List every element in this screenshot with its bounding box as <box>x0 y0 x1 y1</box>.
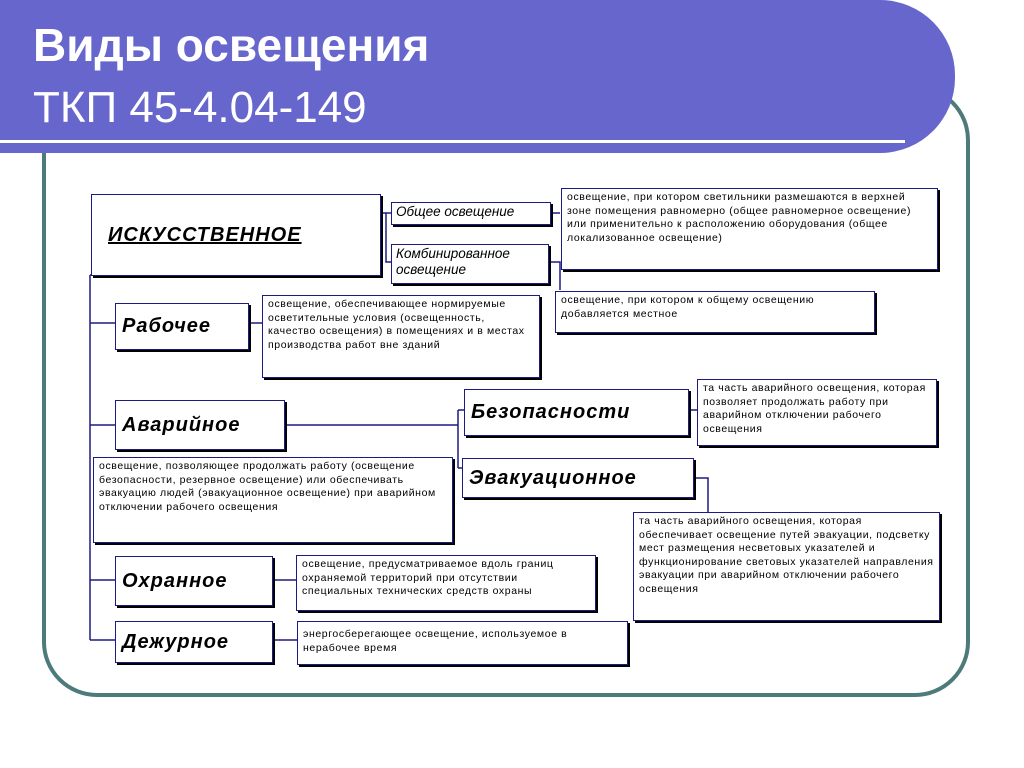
duty-label: Дежурное <box>122 630 230 653</box>
artificial-label: ИСКУССТВЕННОЕ <box>108 223 302 246</box>
safety-label: Безопасности <box>471 401 631 423</box>
artificial-box <box>91 194 381 276</box>
combined-lighting-box <box>391 244 549 284</box>
evacuation-box <box>462 458 694 498</box>
general-lighting-box <box>391 202 551 225</box>
general-lighting-label: Общее освещение <box>396 204 515 219</box>
combined-lighting-description: освещение, при котором к общему освещению добавляется местное <box>555 291 875 333</box>
working-label: Рабочее <box>122 315 211 337</box>
security-description: освещение, предусматриваемое вдоль границ охраняемой территорий при отсутствии специальных технических средств охраны <box>296 555 596 611</box>
working-box <box>115 303 249 350</box>
working-description: освещение, обеспечивающее нормируемые осветительные условия (освещенность, качество освещения) в помещениях и в местах производства работ вне зданий <box>262 295 540 378</box>
page-title: Виды освещения <box>33 19 430 71</box>
security-label: Охранное <box>122 569 228 592</box>
evacuation-label: Эвакуационное <box>469 466 637 489</box>
evacuation-description: та часть аварийного освещения, которая обеспечивает освещение путей эвакуации, подсветку мест размещения несветовых указателей и функционирование световых указателей направления эвакуации при аварийном отключении рабочего освещения <box>633 512 940 621</box>
duty-box <box>115 621 273 663</box>
combined-lighting-label: Комбинированное освещение <box>396 246 510 277</box>
emergency-box <box>115 400 285 450</box>
duty-description: энергосберегающее освещение, используемое в нерабочее время <box>297 621 628 665</box>
general-lighting-description: освещение, при котором светильники размешаются в верхней зоне помещения равномерно (общее равномерное освещение) или применительно к расположению оборудования (общее локализованное освещение) <box>561 188 938 270</box>
security-box <box>115 556 273 606</box>
page-subtitle: ТКП 45-4.04-149 <box>33 83 367 132</box>
safety-description: та часть аварийного освещения, которая позволяет продолжать работу при аварийном отключении рабочего освещения <box>697 379 937 446</box>
safety-box <box>464 389 689 436</box>
emergency-description: освещение, позволяющее продолжать работу (освещение безопасности, резервное освещение) или обеспечивать эвакуацию людей (эвакуационное освещение) при аварийном отключении рабочего освещения <box>93 457 453 543</box>
emergency-label: Аварийное <box>122 413 241 436</box>
